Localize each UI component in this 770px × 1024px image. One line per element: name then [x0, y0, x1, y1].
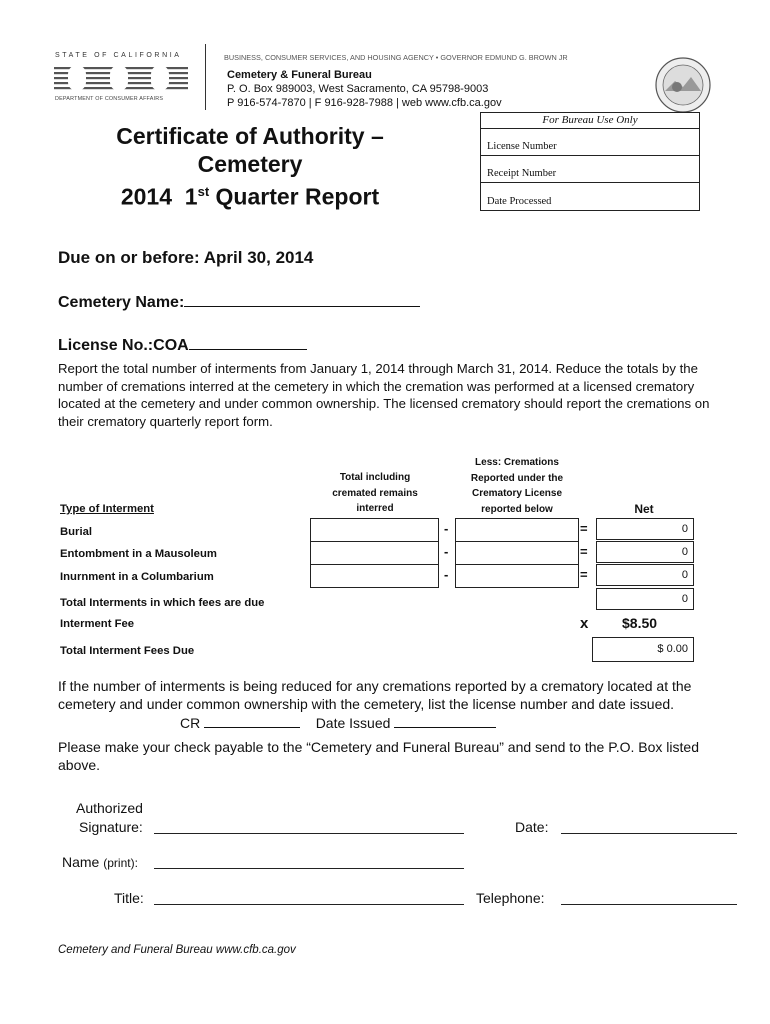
due-date: Due on or before: April 30, 2014	[58, 248, 314, 267]
receipt-number-field[interactable]: Receipt Number	[481, 155, 699, 182]
header-divider	[205, 44, 206, 110]
date-line[interactable]	[561, 833, 737, 834]
burial-net-value: 0	[596, 518, 694, 540]
total-fees-due-value: $ 0.00	[592, 637, 694, 662]
total-interments-value: 0	[596, 588, 694, 610]
inurnment-total-input[interactable]	[310, 564, 439, 588]
date-processed-field[interactable]: Date Processed	[481, 182, 699, 210]
license-number-field[interactable]: License Number	[481, 128, 699, 155]
row-entombment-label: Entombment in a Mausoleum	[60, 548, 217, 560]
date-issued-input[interactable]	[394, 713, 496, 728]
minus-sign: -	[444, 521, 449, 536]
signature-line[interactable]	[154, 833, 464, 834]
cr-label: CR	[180, 715, 201, 731]
license-label: License No.:COA	[58, 337, 189, 354]
agency-line: BUSINESS, CONSUMER SERVICES, AND HOUSING AGENCY • GOVERNOR EDMUND G. BROWN JR	[224, 53, 568, 62]
inurnment-cremations-input[interactable]	[455, 564, 579, 588]
bureau-name: Cemetery & Funeral Bureau	[227, 69, 372, 81]
state-seal-icon	[655, 57, 711, 113]
date-label: Date:	[515, 819, 549, 835]
total-fees-due-label: Total Interment Fees Due	[60, 645, 195, 657]
cemetery-name-label: Cemetery Name:	[58, 294, 185, 311]
logo-state-text: STATE OF CALIFORNIA	[55, 52, 182, 59]
cr-input[interactable]	[204, 713, 300, 728]
title-line-3: 2014 1st Quarter Report	[120, 183, 380, 210]
entombment-net-value: 0	[596, 541, 694, 563]
dca-logo	[54, 63, 188, 93]
equals-sign: =	[580, 521, 588, 536]
authorized-label: Authorized	[76, 800, 143, 816]
burial-cremations-input[interactable]	[455, 518, 579, 542]
payment-note-text: Please make your check payable to the “Cemetery and Funeral Bureau” and send to the P.O. Box listed above.	[58, 739, 699, 773]
cemetery-name-input[interactable]	[184, 291, 420, 307]
instructions-text: Report the total number of interments from January 1, 2014 through March 31, 2014. Reduce the totals by the number of cremations interred at the cemetery in which the cremation was performed at a licensed crematory located at the cemetery and under common ownership. The licensed crematory should report the cremations on their crematory quarterly report form.	[58, 361, 710, 429]
telephone-line[interactable]	[561, 904, 737, 905]
cr-row	[180, 713, 496, 731]
interment-fee-label: Interment Fee	[60, 618, 135, 630]
equals-sign: =	[580, 544, 588, 559]
telephone-label: Telephone:	[476, 890, 545, 906]
col-less-header: Less: Cremations Reported under the Crematory License reported below	[470, 457, 564, 515]
equals-sign: =	[580, 567, 588, 582]
logo-department-text: DEPARTMENT OF CONSUMER AFFAIRS	[55, 96, 164, 102]
interment-fee-value: $8.50	[622, 615, 658, 631]
title-line-2: Cemetery	[197, 151, 303, 177]
total-interments-label: Total Interments in which fees are due	[60, 597, 265, 609]
col-total-header: Total including cremated remains interred	[332, 472, 418, 514]
row-inurnment-label: Inurnment in a Columbarium	[60, 571, 214, 583]
footer-text: Cemetery and Funeral Bureau www.cfb.ca.gov	[58, 944, 296, 956]
col-net-header: Net	[634, 502, 654, 516]
bureau-address: P. O. Box 989003, West Sacramento, CA 95798-9003	[227, 83, 489, 95]
entombment-total-input[interactable]	[310, 541, 439, 565]
col-type-header: Type of Interment	[60, 503, 154, 515]
minus-sign: -	[444, 567, 449, 582]
date-issued-label: Date Issued	[315, 715, 391, 731]
minus-sign: -	[444, 544, 449, 559]
name-print-label: Name (print):	[62, 854, 138, 870]
license-number-input[interactable]	[189, 334, 307, 350]
bureau-contact: P 916-574-7870 | F 916-928-7988 | web www.cfb.ca.gov	[227, 97, 502, 109]
title-line-1: Certificate of Authority –	[116, 123, 384, 149]
title-line[interactable]	[154, 904, 464, 905]
report-title	[60, 122, 440, 211]
inurnment-net-value: 0	[596, 564, 694, 586]
signature-label: Signature:	[79, 819, 143, 835]
multiply-sign: x	[580, 615, 589, 632]
burial-total-input[interactable]	[310, 518, 439, 542]
cemetery-name-row	[58, 291, 420, 312]
office-use-heading: For Bureau Use Only	[542, 114, 638, 126]
title-label: Title:	[114, 890, 144, 906]
entombment-cremations-input[interactable]	[455, 541, 579, 565]
office-use-box	[480, 112, 700, 211]
row-burial-label: Burial	[60, 526, 93, 538]
cremation-note-text: If the number of interments is being reduced for any cremations reported by a crematory located at the cemetery and under common ownership with the cemetery, list the license number and date issued.	[58, 678, 692, 712]
name-line[interactable]	[154, 868, 464, 869]
license-row	[58, 334, 307, 355]
